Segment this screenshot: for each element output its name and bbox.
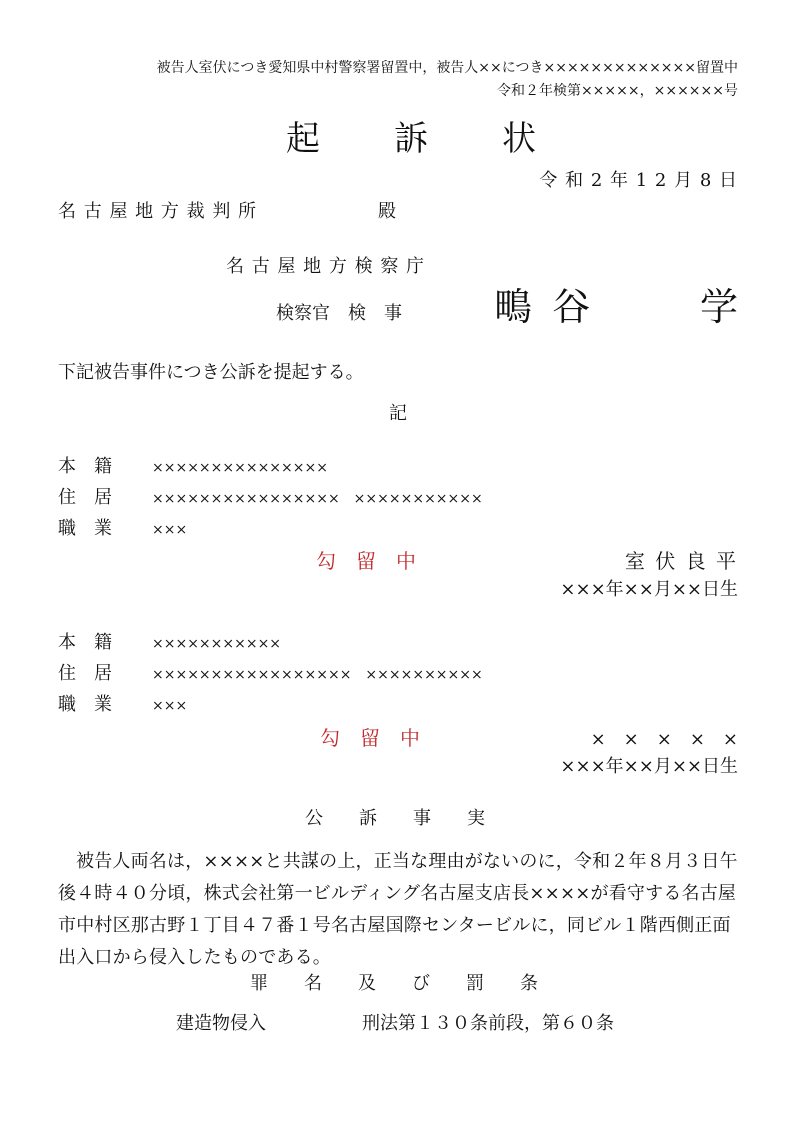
- document-title: 起 訴 状: [286, 119, 538, 159]
- facts-body: 被告人両名は，××××と共謀の上，正当な理由がないのに，令和２年８月３日午後４時４０分頃，株式会社第一ビルディング名古屋支店長××××が看守する名古屋市中村区那古野１丁目４７番１号名古屋国際センタービルに，同ビル１階西側正面出入口から侵入したものである。: [58, 851, 738, 968]
- defendant-name: × × × × ×: [590, 729, 738, 750]
- filing-date: 令 和 2 年 1 2 月 8 日: [539, 170, 738, 191]
- prosecutor-office: 名 古 屋 地 方 検 察 庁: [226, 256, 426, 277]
- facts-heading: 公 訴 事 実: [305, 808, 485, 829]
- defendant-name: 室 伏 良 平: [624, 549, 738, 573]
- occupation-label: 職 業: [58, 694, 112, 715]
- defendant-birthdate: ×××年××月××日生: [560, 579, 738, 600]
- domicile-value: ×××××××××××: [152, 636, 282, 652]
- defendant-birthdate: ×××年××月××日生: [560, 756, 738, 777]
- charge-statute: 刑法第１３０条前段，第６０条: [362, 1013, 614, 1034]
- custody-status-badge: 勾 留 中: [316, 549, 416, 573]
- charge-offense: 建造物侵入: [176, 1013, 266, 1034]
- charges-heading: 罪 名 及 び 罰 条: [250, 973, 538, 994]
- residence-label: 住 居: [58, 487, 112, 508]
- court-name: 名 古 屋 地 方 裁 判 所: [58, 201, 258, 222]
- custody-status-line: 被告人室伏につき愛知県中村警察署留置中，被告人××につき×××××××××××××留置中: [156, 60, 738, 76]
- occupation-value: ×××: [152, 522, 188, 538]
- domicile-label: 本 籍: [58, 632, 112, 653]
- prosecutor-family-name: 鴫 谷: [494, 285, 595, 329]
- residence-value: ××××××××××××××××× ××××××××××: [152, 667, 483, 683]
- ki-heading: 記: [389, 403, 407, 424]
- indictment-intro: 下記被告事件につき公訴を提起する。: [58, 362, 364, 383]
- prosecutor-title: 検察官 検 事: [276, 303, 402, 324]
- case-number: 令和２年検第×××××，××××××号: [496, 83, 738, 99]
- residence-label: 住 居: [58, 663, 112, 684]
- domicile-label: 本 籍: [58, 456, 112, 477]
- occupation-value: ×××: [152, 698, 188, 714]
- occupation-label: 職 業: [58, 518, 112, 539]
- domicile-value: ×××××××××××××××: [152, 460, 328, 476]
- residence-value: ×××××××××××××××× ×××××××××××: [152, 491, 483, 507]
- prosecutor-given-name: 学: [699, 285, 738, 329]
- court-honorific: 殿: [378, 201, 396, 222]
- custody-status-badge: 勾 留 中: [320, 726, 420, 750]
